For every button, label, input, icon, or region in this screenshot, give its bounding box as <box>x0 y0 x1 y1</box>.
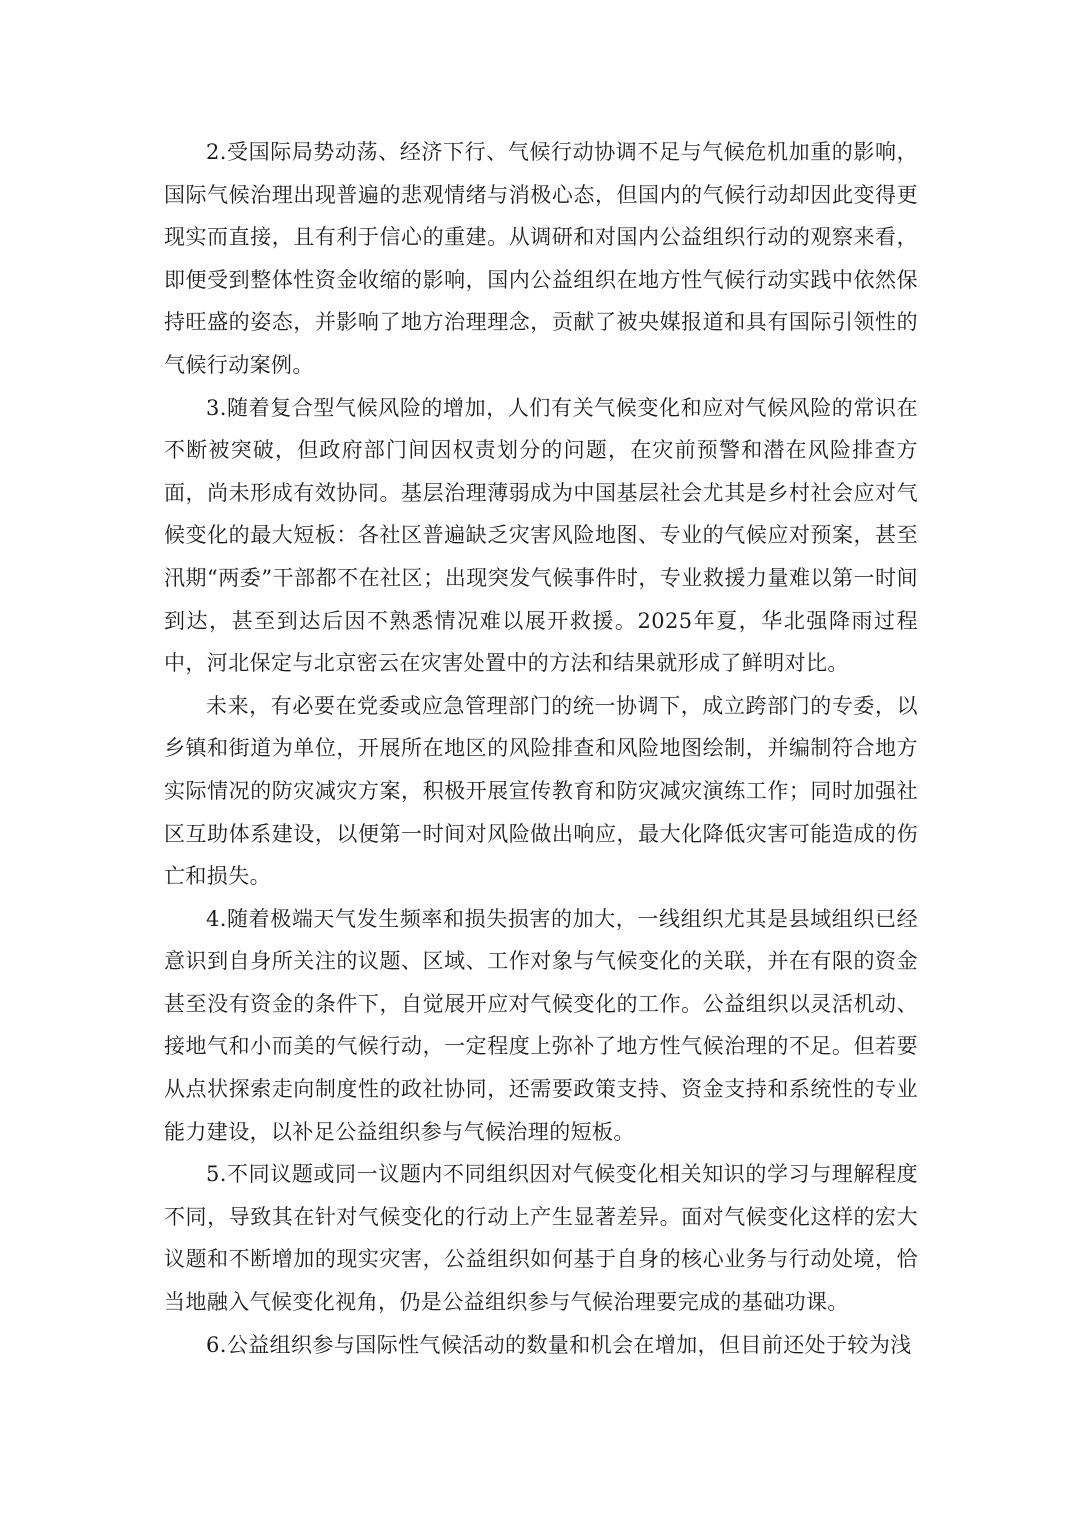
paragraph-future: 未来，有必要在党委或应急管理部门的统一协调下，成立跨部门的专委，以乡镇和街道为单位，开展所在地区的风险排查和风险地图绘制，并编制符合地方实际情况的防灾减灾方案，积极开展宣传教育和防灾减灾演练工作；同时加强社区互助体系建设，以便第一时间对风险做出响应，最大化降低灾害可能造成的伤亡和损失。 <box>164 693 918 889</box>
paragraph-6: 6.公益组织参与国际性气候活动的数量和机会在增加，但目前还处于较为浅 <box>206 1332 912 1357</box>
body-text <box>164 131 918 1366</box>
paragraph-3: 3.随着复合型气候风险的增加，人们有关气候变化和应对气候风险的常识在不断被突破，但政府部门间因权责划分的问题，在灾前预警和潜在风险排查方面，尚未形成有效协同。基层治理薄弱成为中国基层社会尤其是乡村社会应对气候变化的最大短板：各社区普遍缺乏灾害风险地图、专业的气候应对预案，甚至汛期“两委”干部都不在社区；出现突发气候事件时，专业救援力量难以第一时间到达，甚至到达后因不熟悉情况难以展开救援。2025年夏，华北强降雨过程中，河北保定与北京密云在灾害处置中的方法和结果就形成了鲜明对比。 <box>164 395 918 676</box>
paragraph-2: 2.受国际局势动荡、经济下行、气候行动协调不足与气候危机加重的影响，国际气候治理出现普遍的悲观情绪与消极心态，但国内的气候行动却因此变得更现实而直接，且有利于信心的重建。从调研和对国内公益组织行动的观察来看，即便受到整体性资金收缩的影响，国内公益组织在地方性气候行动实践中依然保持旺盛的姿态，并影响了地方治理理念，贡献了被央媒报道和具有国际引领性的气候行动案例。 <box>164 140 918 377</box>
paragraph-5: 5.不同议题或同一议题内不同组织因对气候变化相关知识的学习与理解程度不同，导致其在针对气候变化的行动上产生显著差异。面对气候变化这样的宏大议题和不断增加的现实灾害，公益组织如何基于自身的核心业务与行动处境，恰当地融入气候变化视角，仍是公益组织参与气候治理要完成的基础功课。 <box>164 1162 918 1315</box>
paragraph-4: 4.随着极端天气发生频率和损失损害的加大，一线组织尤其是县域组织已经意识到自身所关注的议题、区域、工作对象与气候变化的关联，并在有限的资金甚至没有资金的条件下，自觉展开应对气候变化的工作。公益组织以灵活机动、接地气和小而美的气候行动，一定程度上弥补了地方性气候治理的不足。但若要从点状探索走向制度性的政社协同，还需要政策支持、资金支持和系统性的专业能力建设，以补足公益组织参与气候治理的短板。 <box>164 906 918 1144</box>
